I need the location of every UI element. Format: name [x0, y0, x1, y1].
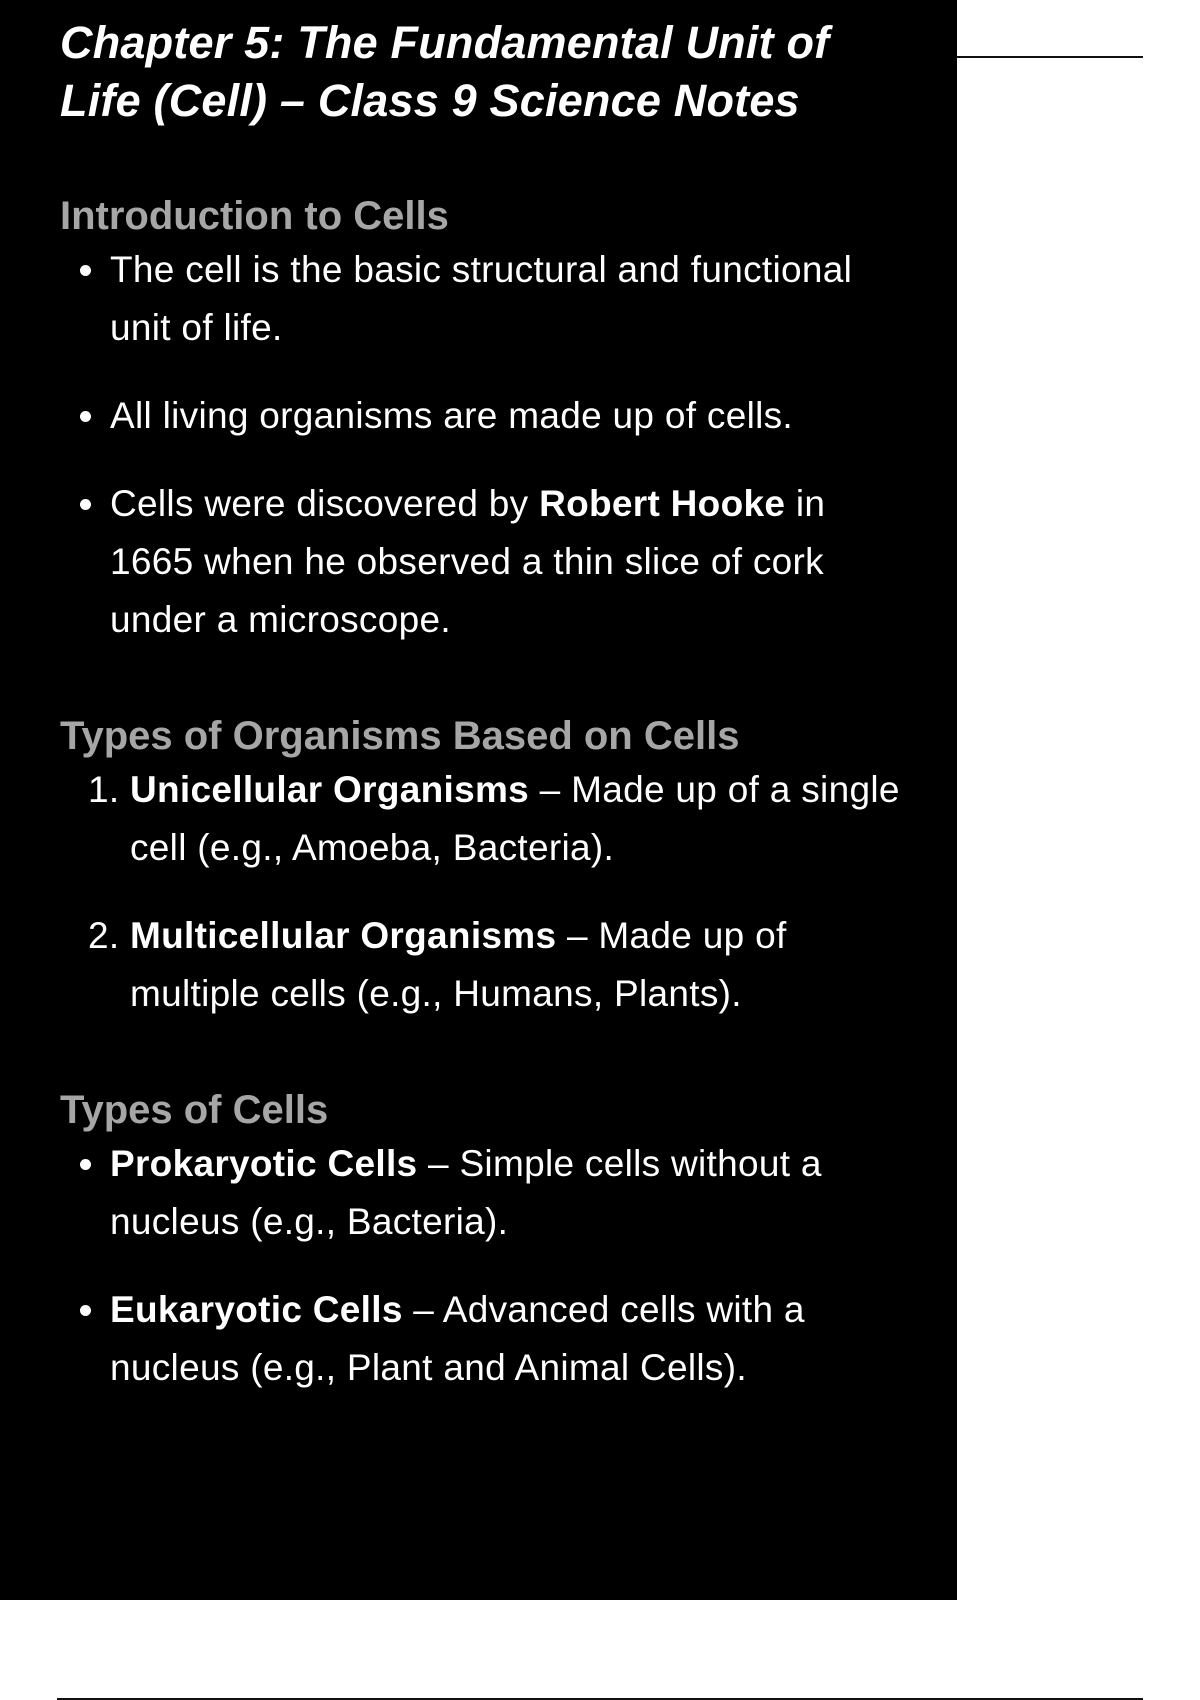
definition: – Made up of multiple cells (e.g., Humans, Plants). — [130, 915, 787, 1014]
list-item — [110, 475, 917, 649]
list-item — [130, 907, 917, 1023]
list-item — [130, 761, 917, 877]
list-item — [110, 241, 917, 357]
term: Multicellular Organisms — [130, 915, 557, 956]
term: Unicellular Organisms — [130, 769, 530, 810]
term: Prokaryotic Cells — [110, 1143, 418, 1184]
top-divider — [957, 56, 1143, 58]
page-title: Chapter 5: The Fundamental Unit of Life (Cell) – Class 9 Science Notes — [60, 17, 830, 126]
list-item-text: Cells were discovered by — [110, 483, 540, 524]
section-heading-organisms: Types of Organisms Based on Cells — [60, 714, 740, 758]
intro-list — [60, 241, 917, 649]
list-item-text: in 1665 when he observed a thin slice of cork under a microscope. — [110, 483, 826, 640]
definition: – Made up of a single cell (e.g., Amoeba, Bacteria). — [130, 769, 900, 868]
definition: – Simple cells without a nucleus (e.g., Bacteria). — [110, 1143, 822, 1242]
list-item — [110, 1135, 917, 1251]
list-item-text: The cell is the basic structural and functional unit of life. — [110, 249, 853, 348]
definition: – Advanced cells with a nucleus (e.g., Plant and Animal Cells). — [110, 1289, 805, 1388]
list-item — [110, 387, 917, 445]
section-heading-cells: Types of Cells — [60, 1088, 329, 1132]
cells-list — [60, 1135, 917, 1397]
organisms-list — [60, 761, 917, 1023]
highlight-name: Robert Hooke — [539, 483, 786, 524]
list-item-text: All living organisms are made up of cells. — [110, 395, 794, 436]
term: Eukaryotic Cells — [110, 1289, 403, 1330]
list-item — [110, 1281, 917, 1397]
section-heading-intro: Introduction to Cells — [60, 194, 449, 238]
